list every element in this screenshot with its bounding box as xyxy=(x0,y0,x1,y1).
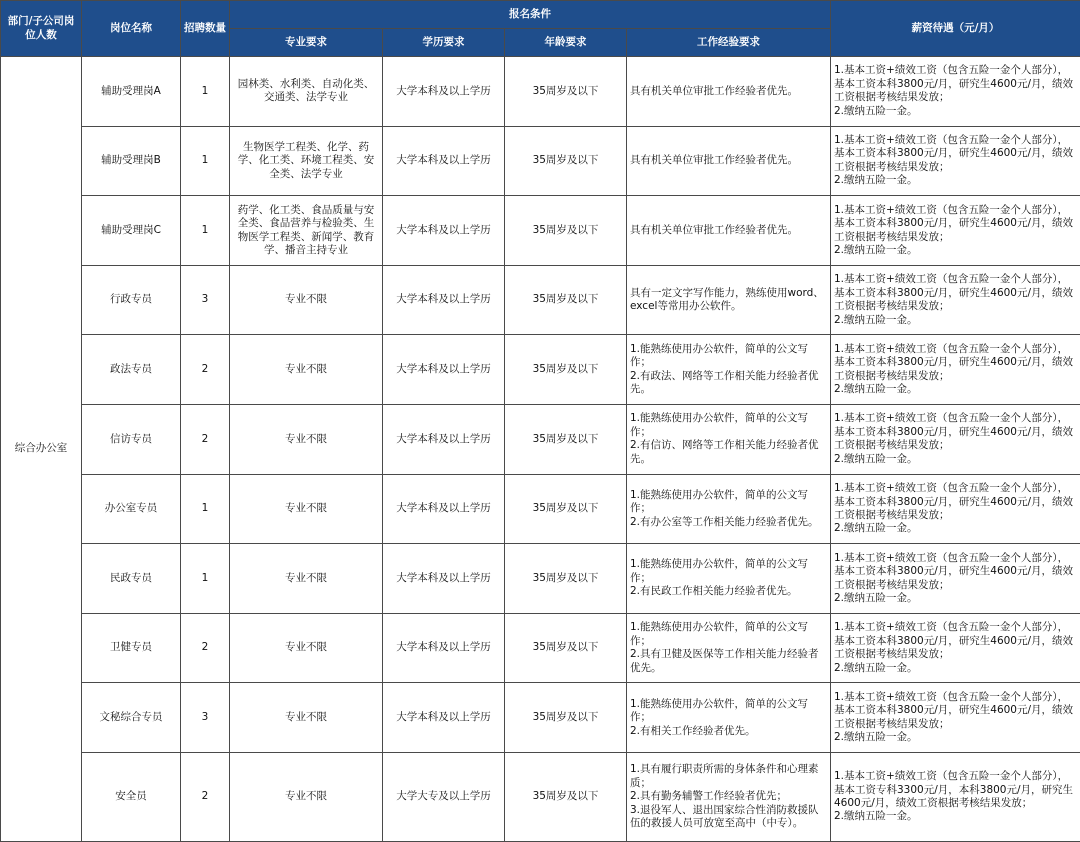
position-cell: 民政专员 xyxy=(82,544,181,614)
count-cell: 2 xyxy=(181,335,230,405)
position-cell: 文秘综合专员 xyxy=(82,683,181,753)
major-cell: 专业不限 xyxy=(230,753,383,842)
header-position: 岗位名称 xyxy=(82,1,181,57)
age-cell: 35周岁及以下 xyxy=(505,613,627,683)
salary-line: 1.基本工资+绩效工资（包含五险一金个人部分），基本工资本科3800元/月，研究生4600元/月，绩效工资根据考核结果发放； xyxy=(834,482,1074,521)
salary-line: 1.基本工资+绩效工资（包含五险一金个人部分），基本工资本科3800元/月，研究生4600元/月，绩效工资根据考核结果发放； xyxy=(834,690,1074,730)
salary-line: 2.缴纳五险一金。 xyxy=(834,174,918,187)
experience-line: 具有机关单位审批工作经验者优先。 xyxy=(630,154,798,167)
count-cell: 3 xyxy=(181,265,230,335)
count-cell: 2 xyxy=(181,613,230,683)
salary-line: 1.基本工资+绩效工资（包含五险一金个人部分），基本工资本科3800元/月，研究生4600元/月，绩效工资根据考核结果发放； xyxy=(834,412,1074,452)
age-cell: 35周岁及以下 xyxy=(505,57,627,127)
experience-cell xyxy=(627,196,831,266)
table-row xyxy=(1,474,1080,544)
table-row xyxy=(1,335,1080,405)
header-education: 学历要求 xyxy=(383,29,505,57)
education-cell: 大学本科及以上学历 xyxy=(383,57,505,127)
salary-line: 1.基本工资+绩效工资（包含五险一金个人部分），基本工资本科3800元/月，研究生4600元/月，绩效工资根据考核结果发放； xyxy=(834,203,1074,243)
education-cell: 大学本科及以上学历 xyxy=(383,683,505,753)
count-cell: 1 xyxy=(181,126,230,196)
age-cell: 35周岁及以下 xyxy=(505,405,627,475)
salary-line: 1.基本工资+绩效工资（包含五险一金个人部分），基本工资本科3800元/月，研究生4600元/月，绩效工资根据考核结果发放； xyxy=(834,64,1074,104)
salary-line: 1.基本工资+绩效工资（包含五险一金个人部分），基本工资本科3800元/月，研究生4600元/月，绩效工资根据考核结果发放； xyxy=(834,273,1074,313)
table-header xyxy=(1,1,1080,57)
header-conditions: 报名条件 xyxy=(230,1,831,29)
age-cell: 35周岁及以下 xyxy=(505,753,627,842)
salary-cell xyxy=(831,683,1080,753)
experience-line: 1.能熟练使用办公软件，简单的公文写作； xyxy=(630,558,809,584)
experience-line: 具有机关单位审批工作经验者优先。 xyxy=(630,223,798,236)
experience-cell xyxy=(627,265,831,335)
position-cell: 辅助受理岗B xyxy=(82,126,181,196)
position-cell: 辅助受理岗C xyxy=(82,196,181,266)
salary-line: 2.缴纳五险一金。 xyxy=(834,383,918,396)
experience-line: 具有一定文字写作能力，熟练使用word、excel等常用办公软件。 xyxy=(630,286,824,313)
count-cell: 1 xyxy=(181,474,230,544)
table-row xyxy=(1,265,1080,335)
experience-cell xyxy=(627,405,831,475)
education-cell: 大学本科及以上学历 xyxy=(383,335,505,405)
major-cell: 专业不限 xyxy=(230,613,383,683)
age-cell: 35周岁及以下 xyxy=(505,196,627,266)
position-cell: 信访专员 xyxy=(82,405,181,475)
age-cell: 35周岁及以下 xyxy=(505,544,627,614)
experience-line: 1.能熟练使用办公软件，简单的公文写作； xyxy=(630,412,809,438)
salary-line: 2.缴纳五险一金。 xyxy=(834,661,918,674)
salary-cell xyxy=(831,335,1080,405)
salary-line: 2.缴纳五险一金。 xyxy=(834,522,918,535)
header-age: 年龄要求 xyxy=(505,29,627,57)
header-major: 专业要求 xyxy=(230,29,383,57)
salary-cell xyxy=(831,57,1080,127)
position-cell: 行政专员 xyxy=(82,265,181,335)
major-cell: 专业不限 xyxy=(230,474,383,544)
age-cell: 35周岁及以下 xyxy=(505,683,627,753)
age-cell: 35周岁及以下 xyxy=(505,126,627,196)
experience-line: 1.能熟练使用办公软件，简单的公文写作； xyxy=(630,621,809,647)
experience-line: 2.有政法、网络等工作相关能力经验者优先。 xyxy=(630,369,819,396)
salary-line: 1.基本工资+绩效工资（包含五险一金个人部分），基本工资本科3800元/月，研究生4600元/月，绩效工资根据考核结果发放； xyxy=(834,551,1074,591)
experience-cell xyxy=(627,126,831,196)
salary-cell xyxy=(831,474,1080,544)
count-cell: 1 xyxy=(181,544,230,614)
experience-cell xyxy=(627,544,831,614)
age-cell: 35周岁及以下 xyxy=(505,474,627,544)
count-cell: 2 xyxy=(181,753,230,842)
major-cell: 专业不限 xyxy=(230,683,383,753)
education-cell: 大学本科及以上学历 xyxy=(383,613,505,683)
experience-cell xyxy=(627,613,831,683)
position-cell: 卫健专员 xyxy=(82,613,181,683)
experience-cell xyxy=(627,474,831,544)
experience-line: 1.能熟练使用办公软件，简单的公文写作； xyxy=(630,342,809,369)
salary-cell xyxy=(831,265,1080,335)
experience-line: 1.能熟练使用办公软件，简单的公文写作； xyxy=(630,488,809,515)
salary-line: 2.缴纳五险一金。 xyxy=(834,313,918,326)
education-cell: 大学本科及以上学历 xyxy=(383,265,505,335)
header-experience: 工作经验要求 xyxy=(627,29,831,57)
salary-cell xyxy=(831,613,1080,683)
major-cell: 药学、化工类、食品质量与安全类、食品营养与检验类、生物医学工程类、新闻学、教育学、播音主持专业 xyxy=(230,196,383,266)
salary-line: 1.基本工资+绩效工资（包含五险一金个人部分），基本工资专科3300元/月，本科3800元/月，研究生4600元/月，绩效工资根据考核结果发放； xyxy=(834,770,1074,810)
table-row xyxy=(1,544,1080,614)
education-cell: 大学本科及以上学历 xyxy=(383,474,505,544)
header-salary: 薪资待遇（元/月） xyxy=(831,1,1080,57)
header-dept: 部门/子公司岗位人数 xyxy=(1,1,82,57)
experience-cell xyxy=(627,753,831,842)
major-cell: 园林类、水利类、自动化类、交通类、法学专业 xyxy=(230,57,383,127)
experience-line: 1.能熟练使用办公软件，简单的公文写作； xyxy=(630,697,809,724)
education-cell: 大学本科及以上学历 xyxy=(383,196,505,266)
salary-line: 2.缴纳五险一金。 xyxy=(834,810,918,823)
position-cell: 辅助受理岗A xyxy=(82,57,181,127)
salary-line: 2.缴纳五险一金。 xyxy=(834,243,918,256)
age-cell: 35周岁及以下 xyxy=(505,265,627,335)
position-cell: 办公室专员 xyxy=(82,474,181,544)
header-count: 招聘数量 xyxy=(181,1,230,57)
experience-line: 具有机关单位审批工作经验者优先。 xyxy=(630,84,798,97)
experience-line: 2.具有勤务辅警工作经验者优先； xyxy=(630,790,788,803)
experience-line: 2.有办公室等工作相关能力经验者优先。 xyxy=(630,515,819,528)
salary-line: 1.基本工资+绩效工资（包含五险一金个人部分），基本工资本科3800元/月，研究生4600元/月，绩效工资根据考核结果发放； xyxy=(834,134,1074,173)
experience-line: 2.有民政工作相关能力经验者优先。 xyxy=(630,585,798,598)
table-row xyxy=(1,753,1080,842)
experience-line: 2.有相关工作经验者优先。 xyxy=(630,724,756,737)
major-cell: 生物医学工程类、化学、药学、化工类、环境工程类、安全类、法学专业 xyxy=(230,126,383,196)
education-cell: 大学本科及以上学历 xyxy=(383,405,505,475)
experience-line: 2.有信访、网络等工作相关能力经验者优先。 xyxy=(630,439,819,465)
salary-cell xyxy=(831,126,1080,196)
count-cell: 1 xyxy=(181,57,230,127)
major-cell: 专业不限 xyxy=(230,544,383,614)
position-cell: 政法专员 xyxy=(82,335,181,405)
education-cell: 大学本科及以上学历 xyxy=(383,544,505,614)
position-cell: 安全员 xyxy=(82,753,181,842)
salary-line: 2.缴纳五险一金。 xyxy=(834,592,918,604)
age-cell: 35周岁及以下 xyxy=(505,335,627,405)
major-cell: 专业不限 xyxy=(230,335,383,405)
experience-line: 2.具有卫健及医保等工作相关能力经验者优先。 xyxy=(630,648,819,674)
count-cell: 1 xyxy=(181,196,230,266)
major-cell: 专业不限 xyxy=(230,405,383,475)
salary-cell xyxy=(831,753,1080,842)
salary-line: 2.缴纳五险一金。 xyxy=(834,731,918,744)
salary-cell xyxy=(831,544,1080,614)
table-row xyxy=(1,405,1080,475)
table-row xyxy=(1,196,1080,266)
education-cell: 大学大专及以上学历 xyxy=(383,753,505,842)
count-cell: 3 xyxy=(181,683,230,753)
salary-line: 2.缴纳五险一金。 xyxy=(834,104,918,117)
experience-line: 1.具有履行职责所需的身体条件和心理素质； xyxy=(630,763,819,789)
salary-cell xyxy=(831,196,1080,266)
table-row xyxy=(1,613,1080,683)
salary-line: 1.基本工资+绩效工资（包含五险一金个人部分），基本工资本科3800元/月，研究生4600元/月，绩效工资根据考核结果发放； xyxy=(834,621,1074,661)
count-cell: 2 xyxy=(181,405,230,475)
education-cell: 大学本科及以上学历 xyxy=(383,126,505,196)
table-row xyxy=(1,126,1080,196)
salary-line: 1.基本工资+绩效工资（包含五险一金个人部分），基本工资本科3800元/月，研究生4600元/月，绩效工资根据考核结果发放； xyxy=(834,342,1074,382)
experience-cell xyxy=(627,57,831,127)
major-cell: 专业不限 xyxy=(230,265,383,335)
experience-line: 3.退役军人、退出国家综合性消防救援队伍的救援人员可放宽至高中（中专）。 xyxy=(630,803,819,830)
table-body xyxy=(1,57,1080,842)
salary-cell xyxy=(831,405,1080,475)
table-row xyxy=(1,57,1080,127)
table-row xyxy=(1,683,1080,753)
experience-cell xyxy=(627,335,831,405)
experience-cell xyxy=(627,683,831,753)
department-cell: 综合办公室 xyxy=(1,57,82,842)
salary-line: 2.缴纳五险一金。 xyxy=(834,452,918,465)
